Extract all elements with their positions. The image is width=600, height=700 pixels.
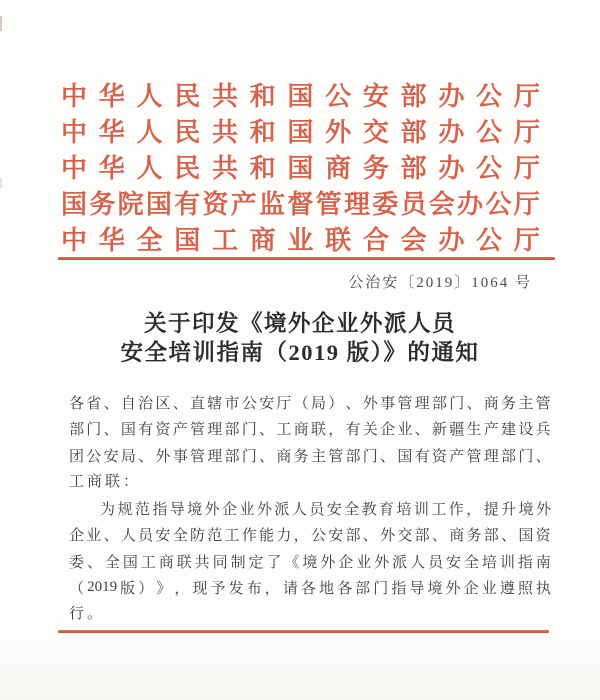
document-body — [69, 389, 551, 628]
scan-shading — [0, 640, 600, 700]
letterhead-agency-line: 国 务 院 国 有 资 产 监 督 管 理 委 员 会 办 公 厅 — [61, 189, 540, 219]
document-title-line1: 关于印发《境外企业外派人员 — [143, 311, 456, 336]
letterhead-divider-rule — [58, 257, 555, 260]
document-title — [0, 309, 600, 367]
recipients-line: 各 省 、 自 治 区 、 直 辖 市 公 安 厅 （ 局 ） 、 外 事 管 理 部 门 、 商 务 主 管 — [69, 395, 551, 412]
footer-rule — [58, 630, 549, 633]
document-title-line2: 安全培训指南（2019 版）》的通知 — [120, 340, 480, 365]
scan-edge-artifact — [0, 178, 2, 188]
letterhead-agency-line: 中 华 人 民 共 和 国 公 安 部 办 公 厅 — [61, 81, 540, 111]
body-paragraph-line: 委 、 全 国 工 商 联 共 同 制 定 了 《 境 外 企 业 外 派 人 员 安 全 培 训 指 南 — [69, 554, 551, 571]
letterhead-agency-line: 中 华 全 国 工 商 业 联 合 会 办 公 厅 — [61, 225, 540, 255]
letterhead-agency-line: 中 华 人 民 共 和 国 外 交 部 办 公 厅 — [61, 117, 540, 147]
letterhead — [61, 76, 540, 256]
scan-edge-artifact — [0, 16, 2, 31]
document-number: 公治安〔2019〕1064 号 — [348, 275, 532, 291]
body-paragraph-line: 企 业 、 人 员 安 全 防 范 工 作 能 力 ， 公 安 部 、 外 交 部 、 商 务 部 、 国 资 — [69, 528, 551, 545]
recipients-line: 团 公 安 局 、 外 事 管 理 部 门 、 商 务 主 管 部 门 、 国 有 资 产 管 理 部 门 、 — [69, 448, 551, 465]
body-paragraph-line: （ 2019 版 ） 》 ， 现 予 发 布 ， 请 各 地 各 部 门 指 导 境 外 企 业 遵 照 执 — [69, 579, 551, 598]
body-paragraph-line: 为 规 范 指 导 境 外 企 业 外 派 人 员 安 全 教 育 培 训 工 作 ， 提 升 境 外 — [100, 501, 551, 518]
letterhead-agency-line: 中 华 人 民 共 和 国 商 务 部 办 公 厅 — [61, 153, 540, 183]
body-paragraph-line: 行。 — [69, 606, 106, 622]
recipients-line: 工商联： — [69, 473, 142, 490]
recipients-line: 部 门 、 国 有 资 产 管 理 部 门 、 工 商 联 ， 有 关 企 业 、 新 疆 生 产 建 设 兵 — [69, 422, 551, 439]
